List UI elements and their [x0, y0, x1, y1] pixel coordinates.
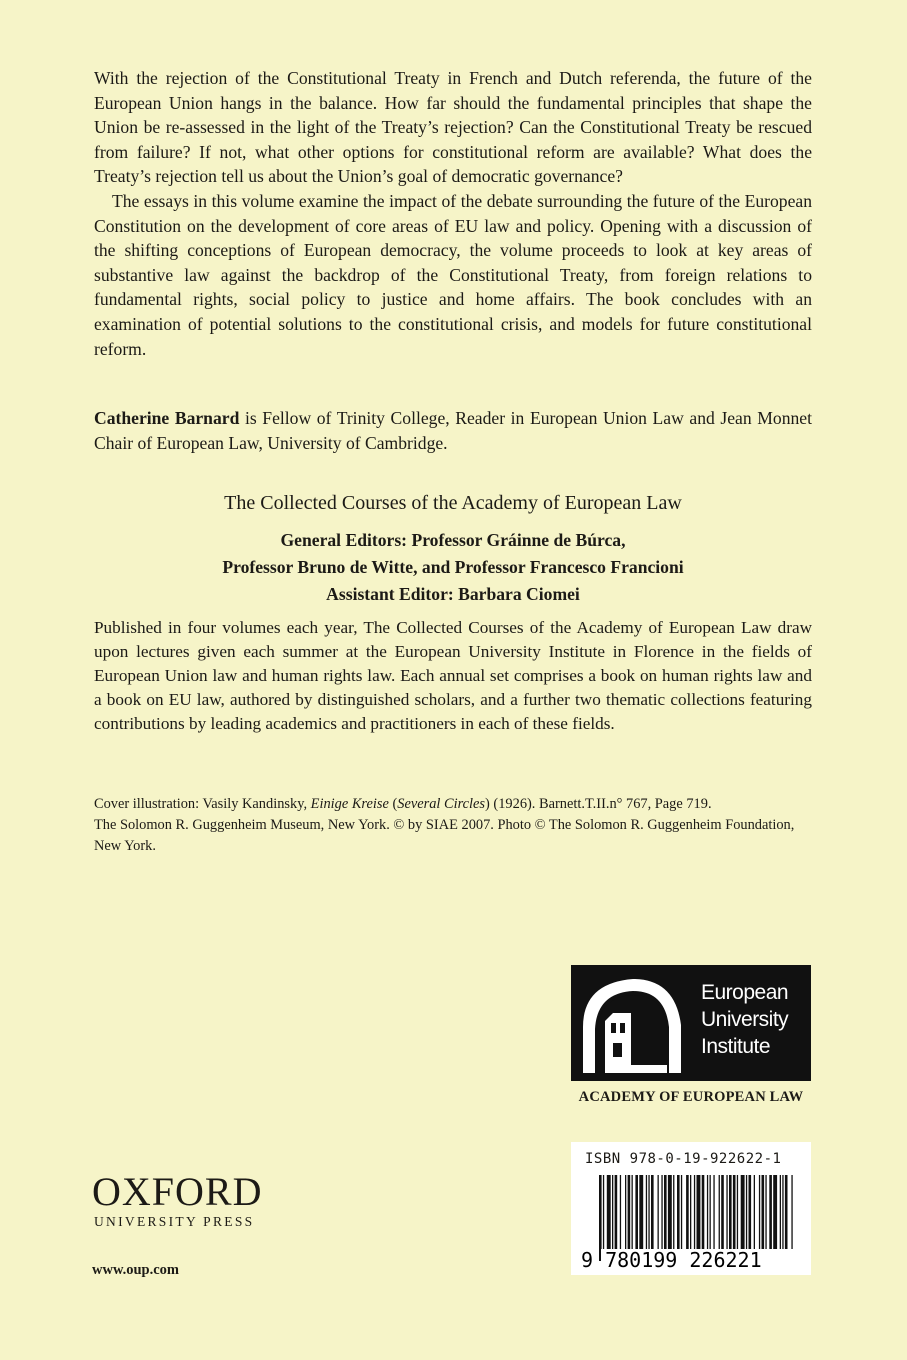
blurb — [94, 66, 812, 361]
cover-credits — [94, 794, 812, 857]
isbn-digits: 9 780199 226221 — [581, 1248, 762, 1271]
barcode-bar — [785, 1175, 788, 1261]
eui-line-3: Institute — [701, 1035, 771, 1058]
publisher-url: www.oup.com — [92, 1262, 180, 1278]
blurb-paragraph-1: With the rejection of the Constitutional Treaty in French and Dutch referenda, the future of the European Union hangs in the balance. How far should the fundamental principles that shape the Union be re-assessed in the light of the Treaty’s rejection? Can the Constitutional Treaty be rescued from failure? If not, what other options for constitutional reform are available? What does the Treaty’s rejection tell us about the Union’s goal of democratic governance? — [94, 68, 812, 187]
barcode-bar — [782, 1175, 783, 1261]
assistant-editor: Assistant Editor: Barbara Ciomei — [326, 584, 580, 604]
editors-line-1: General Editors: Professor Gráinne de Búrca, — [280, 530, 626, 550]
credits-line-1 — [94, 794, 812, 815]
isbn-label: ISBN 978-0-19-922622-1 — [585, 1151, 782, 1167]
author-name: Catherine Barnard — [94, 408, 240, 428]
barcode-bar — [780, 1175, 781, 1261]
barcode-bar — [791, 1175, 792, 1261]
eui-tower-emblem-icon — [571, 965, 687, 1081]
isbn-barcode-block — [571, 1142, 811, 1275]
credits-line-2: The Solomon R. Guggenheim Museum, New York. © by SIAE 2007. Photo © The Solomon R. Guggenheim Foundation, New York. — [94, 817, 795, 854]
editors-line-2: Professor Bruno de Witte, and Professor Francesco Francioni — [222, 557, 684, 577]
credits-suffix: ) (1926). Barnett.T.II.n° 767, Page 719. — [485, 796, 712, 812]
publisher-name: OXFORD — [92, 1169, 263, 1214]
barcode-bar — [765, 1175, 766, 1261]
barcode-icon — [579, 1175, 803, 1271]
author-bio — [94, 406, 812, 455]
artwork-subtitle: Several Circles — [397, 796, 486, 812]
eui-line-1: European — [701, 981, 789, 1004]
series-description: Published in four volumes each year, The Collected Courses of the Academy of European Law draw upon lectures given each summer at the European University Institute in Florence in the fields of European Union law and human rights law. Each annual set comprises a book on human rights law and a book on EU law, authored by distinguished scholars, and a further two thematic collections featuring contributions by leading academics and practitioners in each of these fields. — [94, 618, 812, 733]
credits-prefix: Cover illustration: Vasily Kandinsky, — [94, 796, 311, 812]
artwork-title: Einige Kreise — [310, 796, 389, 812]
academy-label: ACADEMY OF EUROPEAN LAW — [578, 1089, 804, 1105]
series-title: The Collected Courses of the Academy of European Law — [224, 492, 682, 514]
eui-wordmark — [701, 979, 788, 1060]
barcode-bar — [762, 1175, 765, 1261]
barcode-bar — [769, 1175, 772, 1261]
author-description: is Fellow of Trinity College, Reader in European Union Law and Jean Monnet Chair of European Law, University of Cambridge. — [94, 408, 812, 453]
barcode-bar — [773, 1175, 777, 1261]
credits-mid: ( — [388, 796, 398, 812]
eui-line-2: University — [701, 1008, 789, 1031]
series-editors — [94, 527, 812, 608]
eui-logo — [571, 965, 811, 1081]
publisher-subname: UNIVERSITY PRESS — [94, 1214, 255, 1229]
blurb-paragraph-2: The essays in this volume examine the impact of the debate surrounding the future of the European Constitution on the development of core areas of EU law and policy. Opening with a discussion of the shifting conceptions of European democracy, the volume proceeds to look at key areas of substantive law against the backdrop of the Constitutional Treaty, from foreign relations to fundamental rights, social policy to justice and home affairs. The book concludes with an examination of potential solutions to the constitutional crisis, and models for future constitutional reform. — [94, 190, 812, 359]
